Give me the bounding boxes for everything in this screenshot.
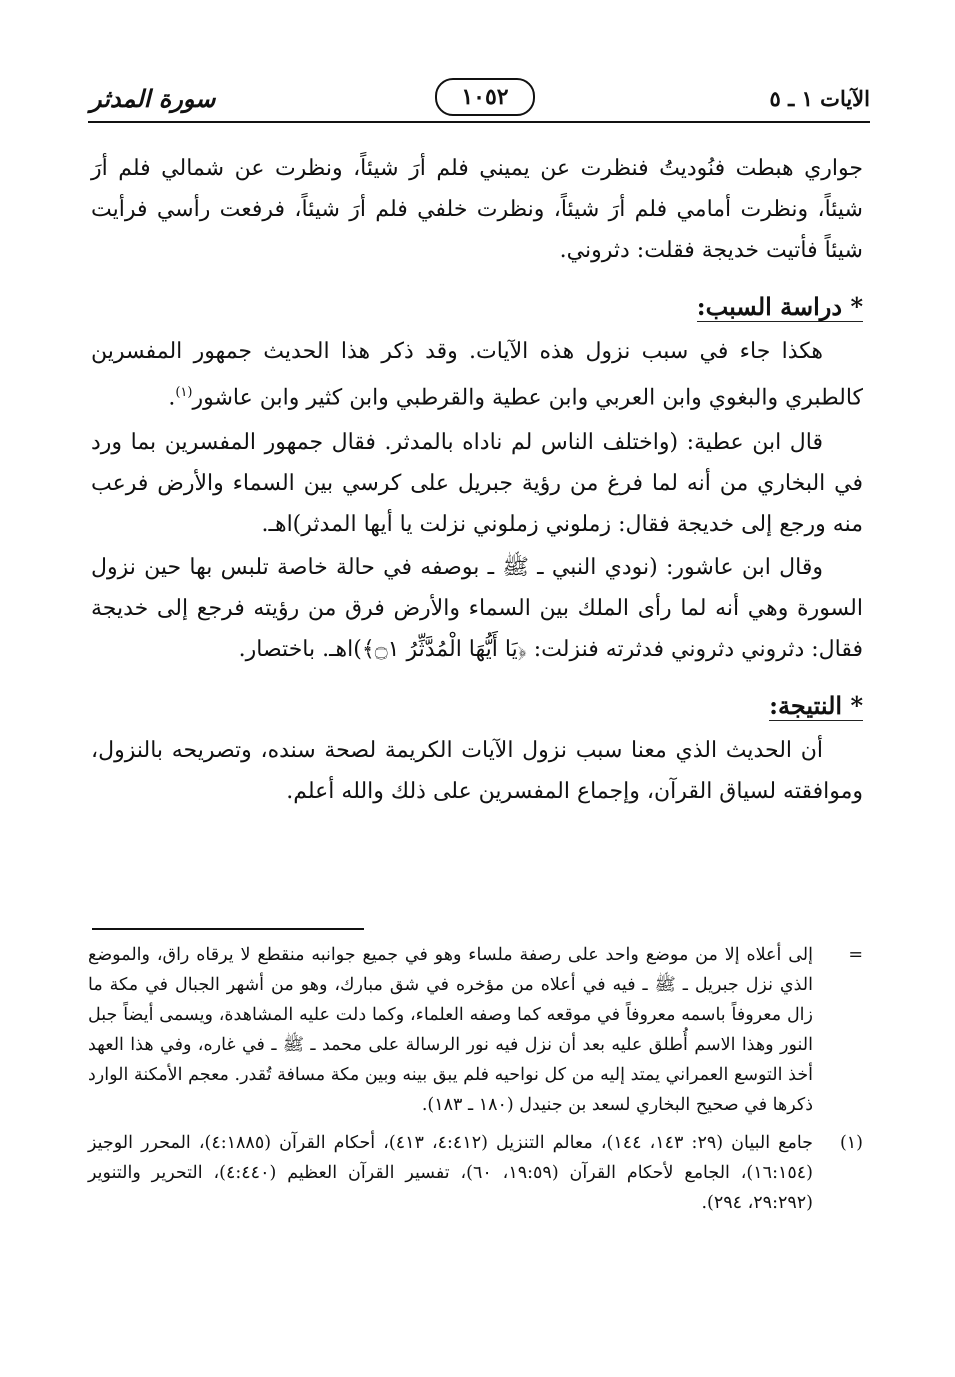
footnote-continued xyxy=(88,940,863,1120)
study-paragraph-2: قال ابن عطية: (واختلف الناس لم ناداه بالمدثر. فقال جمهور المفسرين بما ورد في البخاري من أنه لما فرغ من رؤية جبريل على كرسي بين السماء والأرض فرعب منه ورجع إلى خديجة فقال: زملوني زملوني نزلت يا أيها المدثر)اهـ. xyxy=(91,430,863,538)
footnote-mark: = xyxy=(848,945,863,965)
heading-result-text: * النتيجة: xyxy=(769,691,863,721)
footnotes xyxy=(88,940,863,1226)
study-paragraph-1-text: هكذا جاء في سبب نزول هذه الآيات. وقد ذكر هذا الحديث جمهور المفسرين كالطبري والبغوي وابن العربي وابن عطية والقرطبي وابن كثير وابن عاشور xyxy=(91,339,863,411)
heading-result xyxy=(91,684,863,728)
surah-title: سورة المدثر xyxy=(90,84,216,113)
footnote-ref-1[interactable]: (١) xyxy=(175,385,193,400)
page-header xyxy=(90,78,870,118)
verses-range: الآيات ١ ـ ٥ xyxy=(769,86,870,111)
footnote-1 xyxy=(88,1128,863,1218)
main-text xyxy=(91,148,863,812)
heading-study-text: * دراسة السبب: xyxy=(696,292,863,321)
header-divider xyxy=(88,121,870,123)
result-paragraph: أن الحديث الذي معنا سبب نزول الآيات الكريمة لصحة سنده، وتصريحه بالنزول، وموافقته لسياق القرآن، وإجماع المفسرين على ذلك والله أعلم. xyxy=(91,738,863,805)
study-paragraph-3: وقال ابن عاشور: (نودي النبي ـ ﷺ ـ بوصفه في حالة خاصة تلبس بها حين نزول السورة وهي أنه لما رأى الملك بين السماء والأرض فرق من رؤيته فرجع إلى خديجة فقال: دثروني دثروني فدثرته فنزلت: ﴿يَا أَيُّهَا الْمُدَّثِّرُ ۝١﴾)اهـ. باختصار. xyxy=(91,555,863,663)
intro-paragraph: جواري هبطت فنُوديتُ فنظرت عن يميني فلم أرَ شيئاً، ونظرت عن شمالي فلم أرَ شيئاً، ونظرت أمامي فلم أرَ شيئاً، ونظرت خلفي فلم أرَ شيئاً، فرفعت رأسي فرأيت شيئاً فأتيت خديجة فقلت: دثروني. xyxy=(91,156,863,263)
study-paragraph-1-end: . xyxy=(168,385,176,411)
footnote-text: إلى أعلاه إلا من موضع واحد على رصفة ملساء وهو في جميع جوانبه منقطع لا يرقاه راق، والموضع الذي نزل جبريل ـ ﷺ ـ فيه في أعلاه من مؤخره في شق مبارك، وهو من أشهر الجبال في مكة ما زال معروفاً باسمه معروفاً في موقعه كما وصفه العلماء، وكما دلت عليه المشاهدة، ويسمى أيضاً جبل النور وهذا الاسم أُطلق عليه بعد أن نزل فيه نور الرسالة على محمد ـ ﷺ ـ في غاره، وفي هذا العهد أخذ التوسع العمراني يمتد إليه من كل نواحيه فلم يبق بينه وبين مكة مسافة تُقدر. معجم الأمكنة الوارد ذكرها في صحيح البخاري لسعد بن جنيدل (١٨٠ ـ ١٨٣). xyxy=(88,945,813,1115)
footnote-text: جامع البيان (٢٩: ١٤٣، ١٤٤)، معالم التنزيل (٤:٤١٢، ٤١٣)، أحكام القرآن (٤:١٨٨٥)، المحرر الوجيز (١٦:١٥٤)، الجامع لأحكام القرآن (١٩:٥٩، ٦٠)، تفسير القرآن العظيم (٤:٤٤٠)، التحرير والتنوير (٢٩:٢٩٢، ٢٩٤). xyxy=(88,1133,814,1213)
heading-study xyxy=(91,285,863,329)
page-number: ١٠٥٢ xyxy=(435,78,535,116)
study-paragraph-1 xyxy=(91,331,863,418)
footnote-mark: (١) xyxy=(839,1133,863,1153)
footnote-divider xyxy=(92,928,364,930)
